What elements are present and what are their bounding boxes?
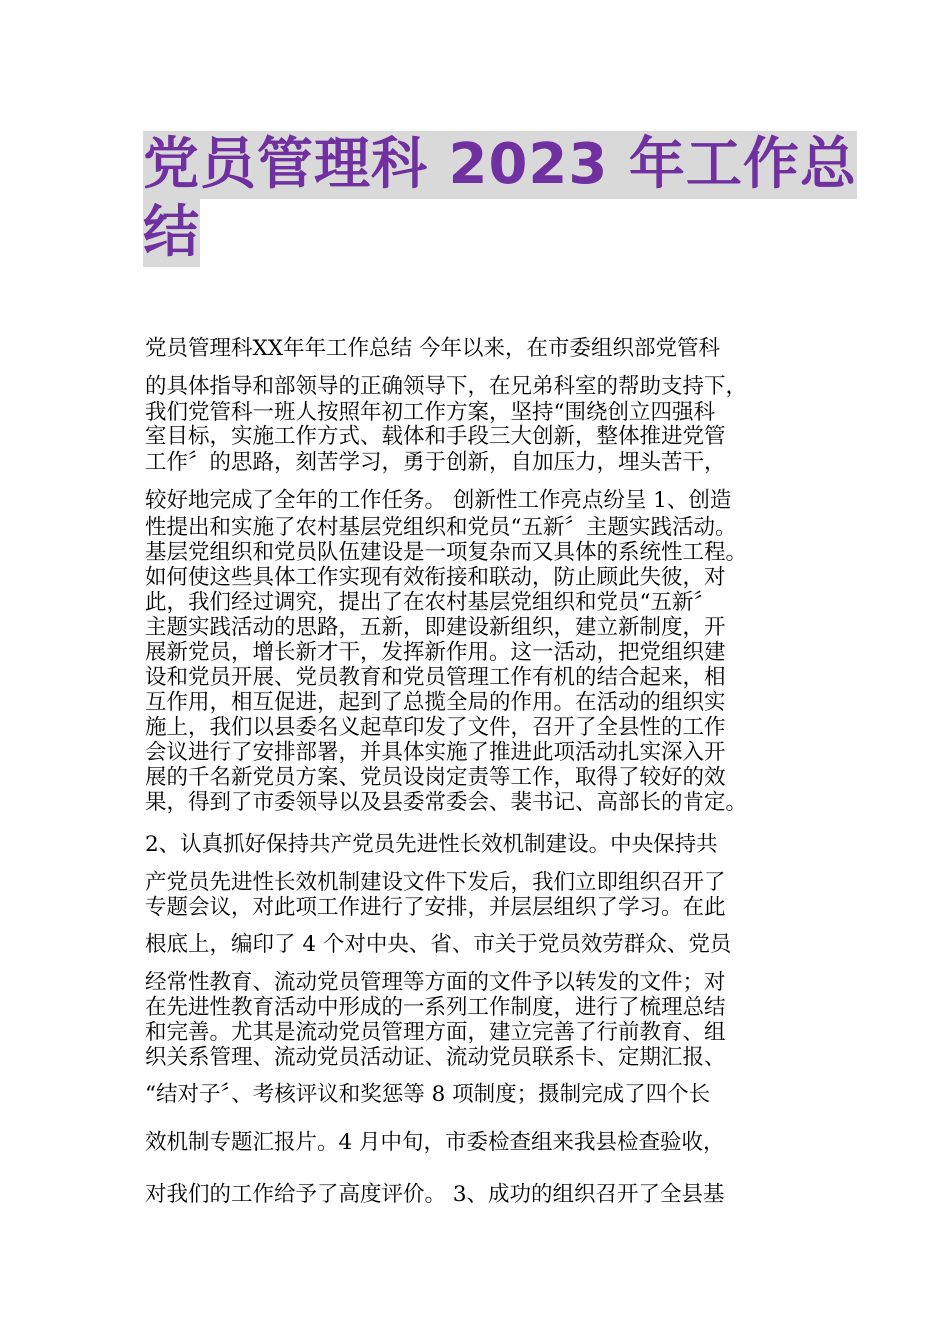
body-line: 设和党员开展、党员教育和党员管理工作有机的结合起来，相 [145,665,726,690]
body-line: 对我们的工作给予了高度评价。 3、成功的组织召开了全县基 [145,1182,725,1207]
body-line: 产党员先进性长效机制建设文件下发后，我们立即组织召开了 [145,870,726,895]
body-line: 此，我们经过调究，提出了在农村基层党组织和党员“五新〞 [145,590,715,615]
body-line: 果，得到了市委领导以及县委常委会、裴书记、高部长的肯定。 [145,790,748,815]
body-line: 如何使这些具体工作实现有效衔接和联动，防止顾此失彼，对 [145,565,726,590]
body-line: 会议进行了安排部署，并具体实施了推进此项活动扎实深入开 [145,740,726,765]
document-title-line-2: 结 [143,200,200,265]
body-line: 展的千名新党员方案、党员设岗定责等工作，取得了较好的效 [145,765,726,790]
body-line: 工作〞的思路，刻苦学习，勇于创新，自加压力，埋头苦干， [145,450,726,475]
body-line: 较好地完成了全年的工作任务。 创新性工作亮点纷呈 1、创造 [145,488,732,513]
body-line: 性提出和实施了农村基层党组织和党员“五新〞主题实践活动。 [145,515,737,540]
body-line: 专题会议，对此项工作进行了安排，并层层组织了学习。在此 [145,895,726,920]
body-line: 经常性教育、流动党员管理等方面的文件予以转发的文件；对 [145,970,726,995]
body-line: 基层党组织和党员队伍建设是一项复杂而又具体的系统性工程。 [145,540,748,565]
body-line: 效机制专题汇报片。4 月中旬，市委检查组来我县检查验收， [145,1130,725,1155]
body-line: 根底上，编印了 4 个对中央、省、市关于党员效劳群众、党员 [145,932,732,957]
body-line: 我们党管科一班人按照年初工作方案，坚持“围绕创立四强科 [145,400,715,425]
body-line: 的具体指导和部领导的正确领导下，在兄弟科室的帮助支持下， [145,374,748,399]
body-line: 施上，我们以县委名义起草印发了文件，召开了全县性的工作 [145,715,726,740]
body-line: 党员管理科XX年年工作总结 今年以来，在市委组织部党管科 [145,336,720,361]
body-line: 织关系管理、流动党员活动证、流动党员联系卡、定期汇报、 [145,1045,726,1070]
body-line: “结对子〞、考核评议和奖惩等 8 项制度；摄制完成了四个长 [145,1082,711,1107]
body-line: 互作用，相互促进，起到了总揽全局的作用。在活动的组织实 [145,690,726,715]
body-line: 主题实践活动的思路，五新，即建设新组织，建立新制度，开 [145,615,726,640]
body-line: 和完善。尤其是流动党员管理方面，建立完善了行前教育、组 [145,1020,726,1045]
body-line: 2、认真抓好保持共产党员先进性长效机制建设。中央保持共 [145,832,718,857]
body-line: 室目标，实施工作方式、载体和手段三大创新，整体推进党管 [145,424,726,449]
document-title-line-1: 党员管理科 2023 年工作总 [143,132,857,197]
body-line: 在先进性教育活动中形成的一系列工作制度，进行了梳理总结 [145,995,726,1020]
body-line: 展新党员，增长新才干，发挥新作用。这一活动，把党组织建 [145,640,726,665]
